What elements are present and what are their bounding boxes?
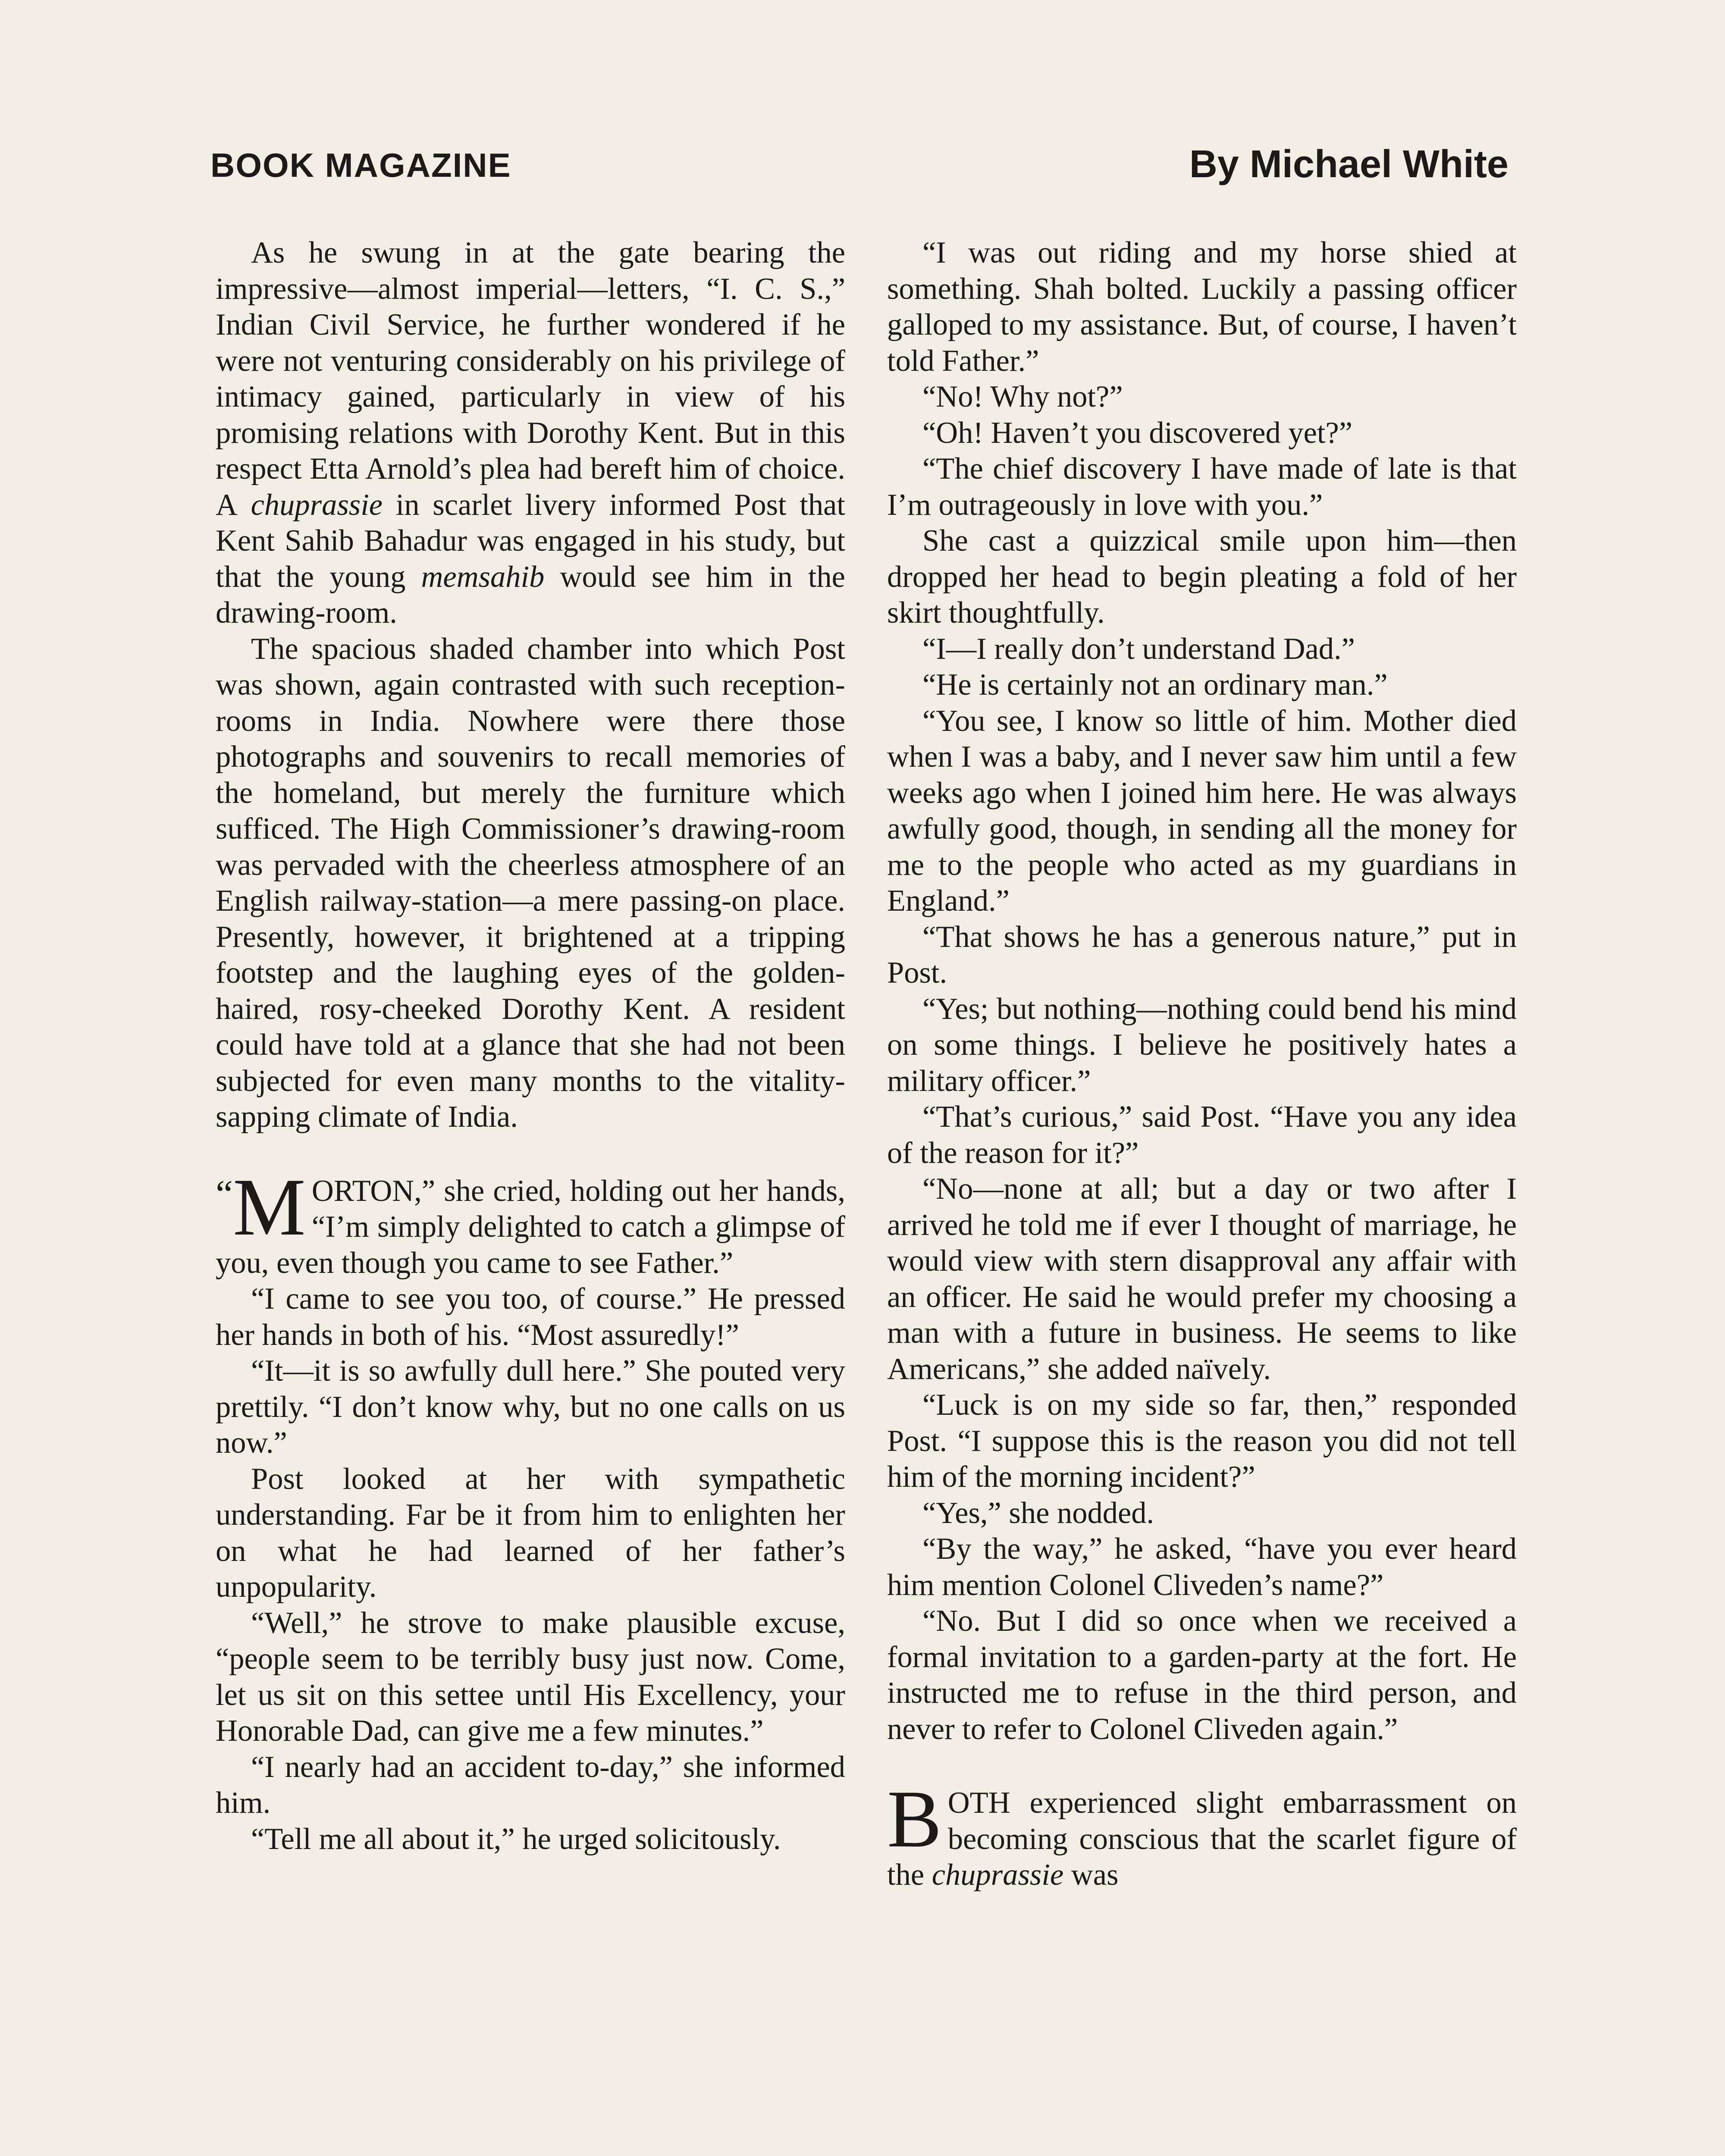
paragraph: As he swung in at the gate bearing the impressive—almost imperial—letters, “I. C. S.,” Indian Civil Service, he further wondered if he were not venturing considerably on his privilege of intimacy gained, particularly in view of his promising relations with Dorothy Kent. But in this respect Etta Arnold’s plea had bereft him of choice. A chuprassie in scarlet livery informed Post that Kent Sahib Bahadur was engaged in his study, but that the young memsahib would see him in the drawing-room. [216, 236, 846, 630]
paragraph: “It—it is so awfully dull here.” She pouted very prettily. “I don’t know why, but no one calls on us now.” [216, 1354, 845, 1460]
paragraph: “I came to see you too, of course.” He pressed her hands in both of his. “Most assuredly!” [216, 1282, 845, 1352]
paragraph: She cast a quizzical smile upon him—then dropped her head to begin pleating a fold of her skirt thoughtfully. [887, 524, 1517, 630]
italic-term: chuprassie [251, 488, 383, 522]
paragraph: “No. But I did so once when we received a formal invitation to a garden-party at the fort. He instructed me to refuse in the third person, and never to refer to Colonel Cliveden again.” [887, 1604, 1517, 1746]
paragraph: The spacious shaded chamber into which Post was shown, again contrasted with such reception-rooms in India. Nowhere were there those photographs and souvenirs to recall memories of the homeland, but merely the furniture which sufficed. The High Commissioner’s drawing-room was pervaded with the cheerless atmosphere of an English railway-station—a mere passing-on place. Presently, however, it brightened at a tripping footstep and the laughing eyes of the golden-haired, rosy-cheeked Dorothy Kent. A resident could have told at a glance that she had not been subjected for even many months to the vitality-sapping climate of India. [216, 632, 845, 1134]
paragraph: “The chief discovery I have made of late is that I’m outrageously in love with you.” [887, 452, 1517, 522]
open-quote: “ [216, 1172, 233, 1216]
right-column [887, 235, 1517, 1893]
paragraph: “That shows he has a generous nature,” put in Post. [887, 920, 1517, 990]
paragraph: “No—none at all; but a day or two after I arrived he told me if ever I thought of marriage, he would view with stern disapproval any affair with an officer. He said he would prefer my choosing a man with a future in business. He seems to like Americans,” she added naïvely. [887, 1172, 1517, 1386]
italic-term: chuprassie [932, 1858, 1064, 1892]
paragraph: “Yes,” she nodded. [922, 1496, 1154, 1530]
paragraph: “You see, I know so little of him. Mother died when I was a baby, and I never saw him until a few weeks ago when I joined him here. He was always awfully good, though, in sending all the money for me to the people who acted as my guardians in England.” [887, 704, 1517, 918]
left-column [216, 235, 845, 1857]
paragraph: “Tell me all about it,” he urged solicitously. [251, 1822, 781, 1856]
paragraph: “Well,” he strove to make plausible excuse, “people seem to be terribly busy just now. Come, let us sit on this settee until His Excellency, your Honorable Dad, can give me a few minutes.” [216, 1606, 845, 1748]
magazine-title: BOOK MAGAZINE [210, 146, 511, 184]
section-start-paragraph: BOTH experienced slight embarrassment on becoming conscious that the scarlet figure of the chuprassie was [887, 1774, 1517, 1892]
section-start-paragraph: “ M ORTON,” she cried, holding out her hands, “I’m simply delighted to catch a glimpse of you, even though you came to see Father.” [216, 1162, 845, 1280]
paragraph: “Yes; but nothing—nothing could bend his mind on some things. I believe he positively hates a military officer.” [887, 992, 1517, 1098]
paragraph: “That’s curious,” said Post. “Have you any idea of the reason for it?” [887, 1100, 1517, 1170]
drop-cap: M [232, 1162, 306, 1253]
paragraph: Post looked at her with sympathetic understanding. Far be it from him to enlighten her on what he had learned of her father’s unpopularity. [216, 1462, 845, 1604]
paragraph: “Luck is on my side so far, then,” responded Post. “I suppose this is the reason you did not tell him of the morning incident?” [887, 1388, 1517, 1494]
author-byline: By Michael White [1189, 143, 1509, 186]
paragraph: “No! Why not?” [922, 380, 1123, 414]
paragraph: “By the way,” he asked, “have you ever heard him mention Colonel Cliveden’s name?” [887, 1532, 1517, 1602]
paragraph: “I nearly had an accident to-day,” she informed him. [216, 1750, 845, 1820]
paragraph: “He is certainly not an ordinary man.” [922, 668, 1388, 702]
italic-term: memsahib [421, 560, 545, 594]
paragraph: “I was out riding and my horse shied at something. Shah bolted. Luckily a passing officer galloped to my assistance. But, of course, I haven’t told Father.” [887, 236, 1517, 378]
drop-cap: B [887, 1774, 942, 1865]
paragraph: “I—I really don’t understand Dad.” [922, 632, 1355, 666]
paragraph: “Oh! Haven’t you discovered yet?” [922, 416, 1353, 450]
